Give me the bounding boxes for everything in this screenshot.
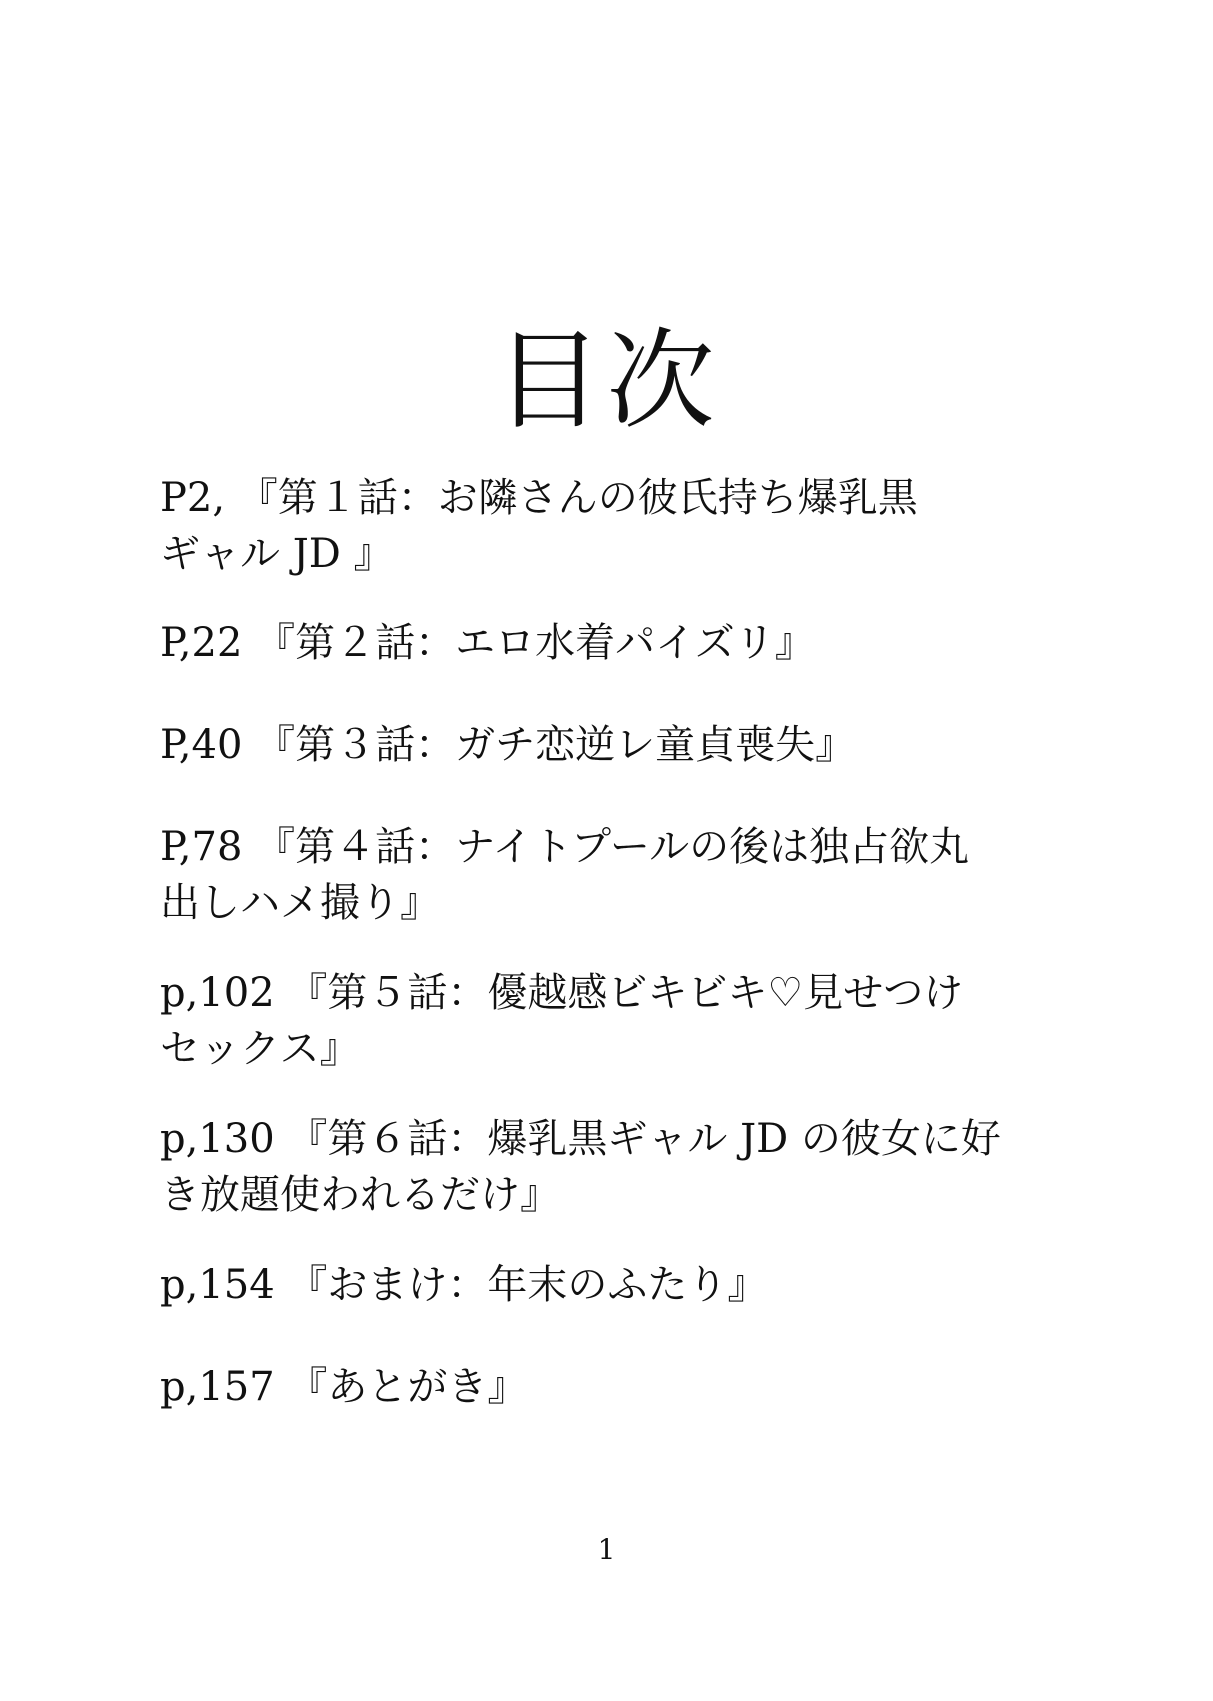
toc-entry-chapter-3 [160,717,1070,773]
toc-entry-text: P2, 『第１話：お隣さんの彼氏持ち爆乳黒 [160,475,918,521]
toc-entry-text: き放題使われるだけ』 [160,1172,560,1218]
toc-entry-chapter-1 [160,470,1070,582]
toc-entry-text: 出しハメ撮り』 [160,880,440,926]
toc-entry-chapter-4 [160,819,1070,931]
toc-entry-text: P,22 『第２話：エロ水着パイズリ』 [160,620,815,666]
toc-entry-text: p,102 『第５話：優越感ビキビキ♡見せつけ [160,970,964,1016]
page-number: 1 [597,1533,616,1566]
page-title: 目次 [494,319,719,445]
toc-entry-chapter-5 [160,965,1070,1077]
toc-entry-afterword [160,1359,1070,1415]
toc-entry-text: セックス』 [160,1026,360,1072]
toc-entry-text: P,40 『第３話：ガチ恋逆レ童貞喪失』 [160,722,856,768]
toc-entry-text: p,154 『おまけ：年末のふたり』 [160,1262,768,1308]
toc-entry-text: P,78 『第４話：ナイトプールの後は独占欲丸 [160,824,970,870]
toc-entry-text: p,130 『第６話：爆乳黒ギャル JD の彼女に好 [160,1116,1001,1162]
toc-entry-text: ギャル JD 』 [160,531,394,577]
toc-entry-chapter-2 [160,615,1070,671]
toc-entry-bonus [160,1257,1070,1313]
toc-entry-text: p,157 『あとがき』 [160,1364,528,1410]
toc-entry-chapter-6 [160,1111,1070,1223]
